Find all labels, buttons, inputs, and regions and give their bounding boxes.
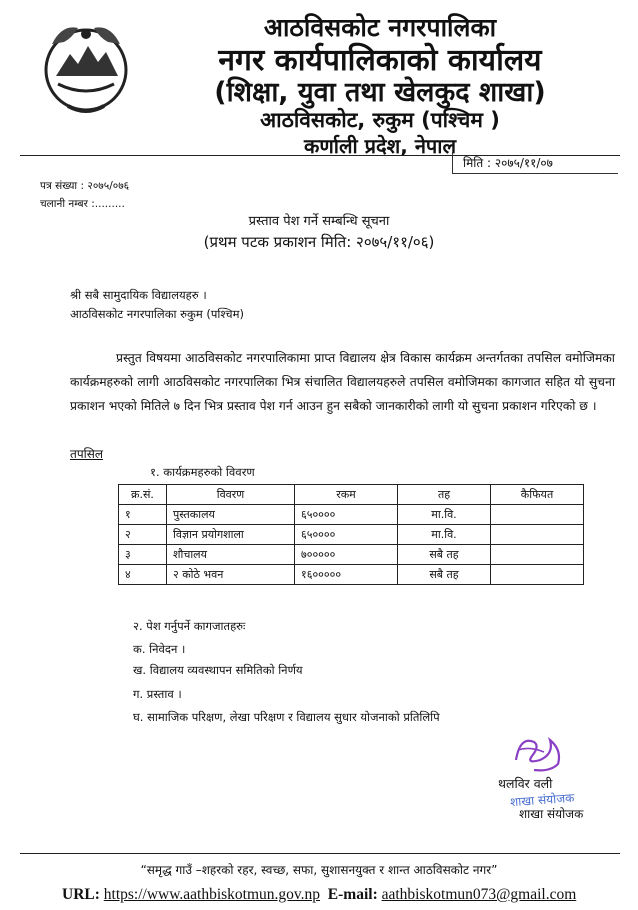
cell-remarks	[491, 545, 584, 565]
cell-remarks	[491, 505, 584, 525]
cell-amount: ६५००००	[295, 525, 398, 545]
col-header-remarks: कैफियत	[491, 485, 584, 505]
section-name: (शिक्षा, युवा तथा खेलकुद शाखा)	[214, 77, 546, 108]
cell-description: शौचालय	[167, 545, 295, 565]
cell-sn: १	[119, 505, 167, 525]
email-label: E-mail:	[327, 886, 378, 903]
url-label: URL:	[62, 886, 100, 903]
cell-sn: ४	[119, 565, 167, 585]
footer-contact	[62, 886, 576, 904]
notice-body: प्रस्तुत विषयमा आठविसकोट नगरपालिकामा प्राप्त विद्यालय क्षेत्र विकास कार्यक्रम अन्तर्गतका तपसिल वमोजिमका कार्यक्रमहरुको लागी आठविसकोट नगरपालिका भित्र संचालित विद्यालयहरुले तपसिल वमोजिमका कागजात सहित यो सुचना प्रकाशन भएको मितिले ७ दिन भित्र प्रस्ताव पेश गर्न आउन हुन सबैको जानकारीको लागी यो सुचना प्रकाशन गरिएको छ ।	[70, 351, 615, 413]
municipality-motto: “समृद्ध गाउँ –शहरको रहर, स्वच्छ, सफा, सुशासनयुक्त र शान्त आठविसकोट नगर”	[140, 863, 498, 877]
col-header-description: विवरण	[167, 485, 295, 505]
program-table	[118, 484, 584, 585]
signatory-name: थलविर वली	[498, 776, 553, 791]
cell-description: २ कोठे भवन	[167, 565, 295, 585]
col-header-level: तह	[398, 485, 491, 505]
cell-sn: ३	[119, 545, 167, 565]
province-country: कर्णाली प्रदेश, नेपाल	[303, 134, 457, 158]
office-name: नगर कार्यपालिकाको कार्यालय	[218, 43, 542, 78]
cell-level: सबै तह	[398, 565, 491, 585]
documents-heading: २. पेश गर्नुपर्ने कागजातहरुः	[133, 619, 246, 633]
cell-remarks	[491, 565, 584, 585]
addressee-location: आठविसकोट नगरपालिका रुकुम (पश्चिम)	[70, 307, 244, 321]
document-item: क. निवेदन ।	[133, 642, 186, 656]
cell-amount: ७०००००	[295, 545, 398, 565]
handwritten-signature	[510, 730, 570, 774]
cell-amount: १६०००००	[295, 565, 398, 585]
office-address: आठविसकोट, रुकुम (पश्चिम )	[260, 108, 500, 132]
document-item: ग. प्रस्ताव ।	[133, 687, 182, 701]
document-item: ख. विद्यालय व्यवस्थापन समितिको निर्णय	[133, 663, 303, 677]
cell-description: विज्ञान प्रयोगशाला	[167, 525, 295, 545]
document-item: घ. सामाजिक परिक्षण, लेखा परिक्षण र विद्यालय सुधार योजनाको प्रतिलिपि	[133, 710, 440, 724]
dispatch-number: चलानी नम्बर :.........	[40, 198, 125, 210]
cell-level: मा.वि.	[398, 505, 491, 525]
notice-title: प्रस्ताव पेश गर्ने सम्बन्धि सूचना	[248, 214, 390, 229]
website-link[interactable]: https://www.aathbiskotmun.gov.np	[103, 886, 321, 903]
table-row	[119, 505, 584, 525]
footer-divider	[20, 853, 620, 854]
table-caption: १. कार्यक्रमहरुको विवरण	[150, 465, 255, 479]
table-row	[119, 525, 584, 545]
cell-amount: ६५००००	[295, 505, 398, 525]
table-header-row	[119, 485, 584, 505]
table-row	[119, 565, 584, 585]
cell-level: सबै तह	[398, 545, 491, 565]
email-link[interactable]: aathbiskotmun073@gmail.com	[381, 886, 577, 903]
official-stamp: शाखा संयोजक	[509, 790, 575, 810]
letter-date: मिति : २०७५/११/०७	[452, 152, 618, 174]
nepal-emblem-logo	[38, 14, 134, 118]
cell-level: मा.वि.	[398, 525, 491, 545]
cell-remarks	[491, 525, 584, 545]
details-label: तपसिल	[70, 447, 104, 461]
letter-number: पत्र संख्या : २०७५/०७६	[40, 180, 130, 192]
municipality-name: आठविसकोट नगरपालिका	[263, 13, 497, 42]
cell-sn: २	[119, 525, 167, 545]
col-header-sn: क्र.सं.	[119, 485, 167, 505]
publication-date: (प्रथम पटक प्रकाशन मिति: २०७५/११/०६)	[203, 233, 435, 251]
table-row	[119, 545, 584, 565]
signatory-designation: शाखा संयोजक	[519, 807, 584, 821]
addressee-line: श्री सबै सामुदायिक विद्यालयहरु ।	[70, 288, 207, 302]
col-header-amount: रकम	[295, 485, 398, 505]
cell-description: पुस्तकालय	[167, 505, 295, 525]
